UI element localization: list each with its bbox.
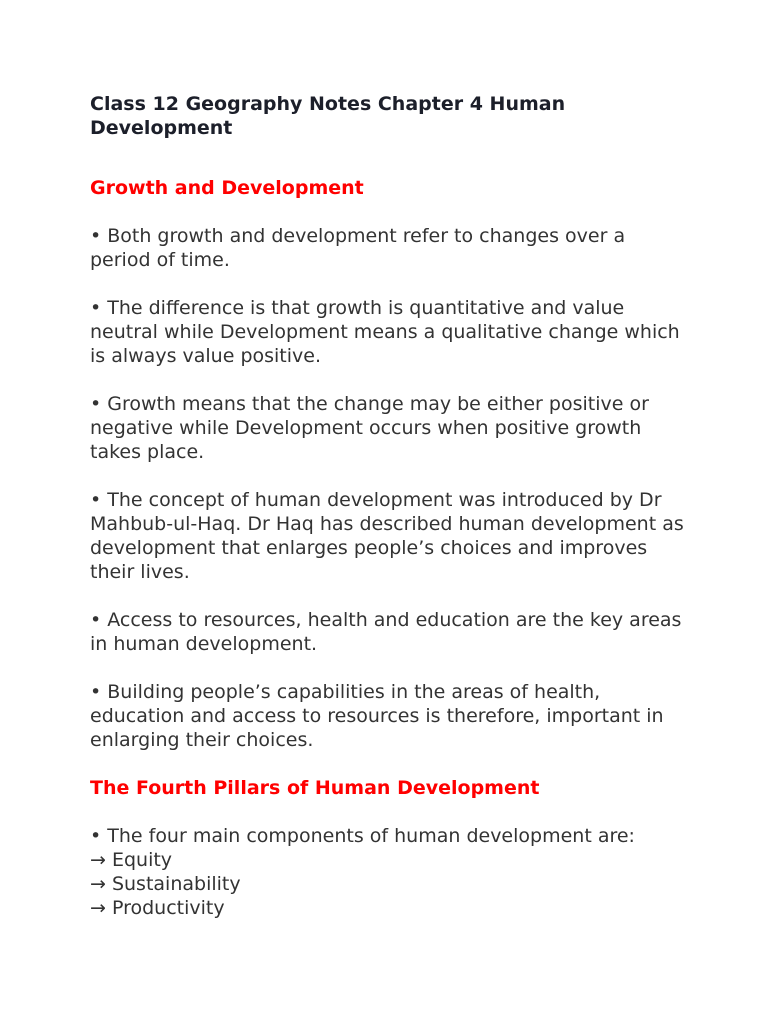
paragraph: • Growth means that the change may be either positive or negative while Development occurs when positive growth takes place. [90, 393, 649, 463]
list-item: → Equity [90, 849, 173, 871]
section-heading: The Fourth Pillars of Human Development [90, 777, 540, 799]
paragraph: • Both growth and development refer to changes over a period of time. [90, 225, 626, 271]
paragraph: • The difference is that growth is quantitative and value neutral while Development means a qualitative change which is always value positive. [90, 297, 680, 367]
section-fourth-pillars [90, 776, 690, 920]
section-growth-and-development [90, 176, 690, 752]
paragraph: • Building people’s capabilities in the areas of health, education and access to resources is therefore, important in enlarging their choices. [90, 681, 664, 751]
section-heading: Growth and Development [90, 177, 364, 199]
document-page [90, 92, 690, 920]
list-item: → Sustainability [90, 873, 241, 895]
list-intro: • The four main components of human development are: [90, 825, 635, 847]
list-item: → Productivity [90, 897, 225, 919]
paragraph: • The concept of human development was introduced by Dr Mahbub-ul-Haq. Dr Haq has described human development as development that enlarges people’s choices and improves their lives. [90, 489, 684, 583]
paragraph: • Access to resources, health and education are the key areas in human development. [90, 609, 682, 655]
page-title: Class 12 Geography Notes Chapter 4 Human Development [90, 93, 566, 139]
